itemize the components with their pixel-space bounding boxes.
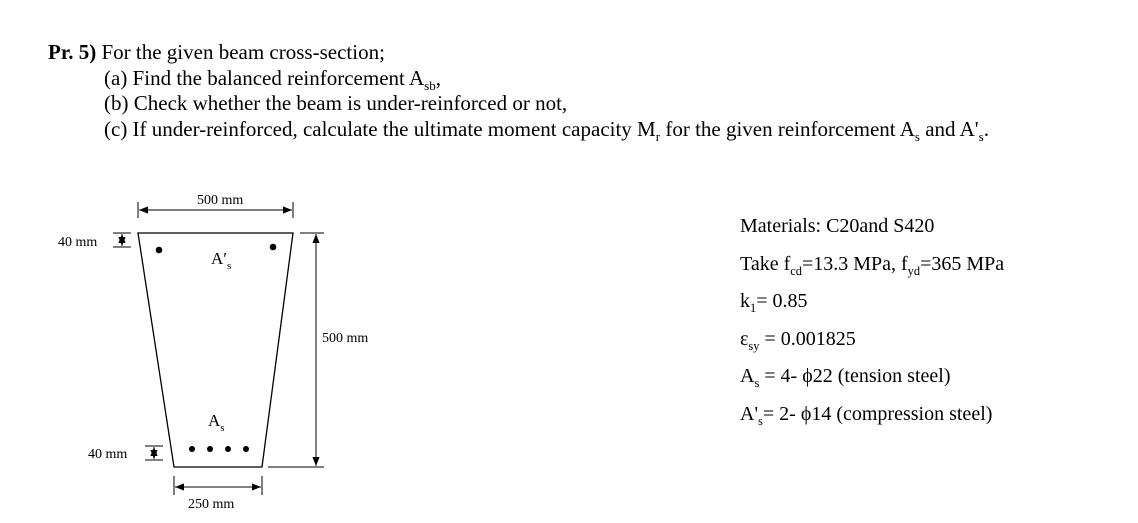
beam-section-outline (138, 233, 293, 467)
top-width-label: 500 mm (197, 193, 244, 208)
tension-bar (207, 446, 213, 452)
part-a-text: (a) Find the balanced reinforcement A (104, 65, 425, 90)
compression-bar (270, 244, 277, 251)
tension-bar (243, 446, 249, 452)
design-strengths-line: Take $f_{cd}=13.3$ MPa, $f_{yd}=365$ MPa (740, 252, 1005, 278)
tension-steel-line: $A_s = 4-$ ϕ22 (tension steel) (740, 365, 951, 390)
strain-line: $\varepsilon_{sy} = 0.001825$ (740, 327, 856, 353)
part-c-end: . (983, 116, 989, 141)
bottom-cover-label: 40 mm (88, 447, 128, 462)
materials-line: Materials: C20and S420 (740, 215, 935, 237)
part-a-sub: sb (424, 77, 436, 93)
part-c-sub1: r (655, 128, 661, 144)
k1-line: $k_1= 0.85$ (740, 290, 808, 315)
compression-steel-line: $A'_s= 2-$ ϕ14 (compression steel) (740, 402, 993, 428)
part-b-text: (b) Check whether the beam is under-reinforced or not, (104, 91, 568, 115)
height-label: 500 mm (322, 331, 369, 346)
bottom-width-label: 250 mm (188, 497, 235, 512)
part-c-and: and A' (919, 116, 979, 141)
part-a-suffix: , (435, 65, 441, 90)
part-c-sub3: s (978, 128, 984, 144)
part-c-text: (c) If under-reinforced, calculate the ultimate moment capacity M (104, 116, 656, 141)
compression-bar (156, 247, 163, 254)
problem-intro: For the given beam cross-section; (101, 40, 385, 64)
tension-bar (189, 446, 195, 452)
part-c-mid: for the given reinforcement A (660, 116, 915, 141)
materials-block (740, 208, 1004, 433)
top-cover-label: 40 mm (58, 235, 98, 250)
part-c-sub2: s (914, 128, 920, 144)
tension-bar (225, 446, 231, 452)
compression-steel-label: $A'_s$ (211, 249, 232, 272)
problem-label: Pr. 5) (48, 40, 97, 64)
tension-steel-label: $A_s$ (208, 411, 225, 434)
